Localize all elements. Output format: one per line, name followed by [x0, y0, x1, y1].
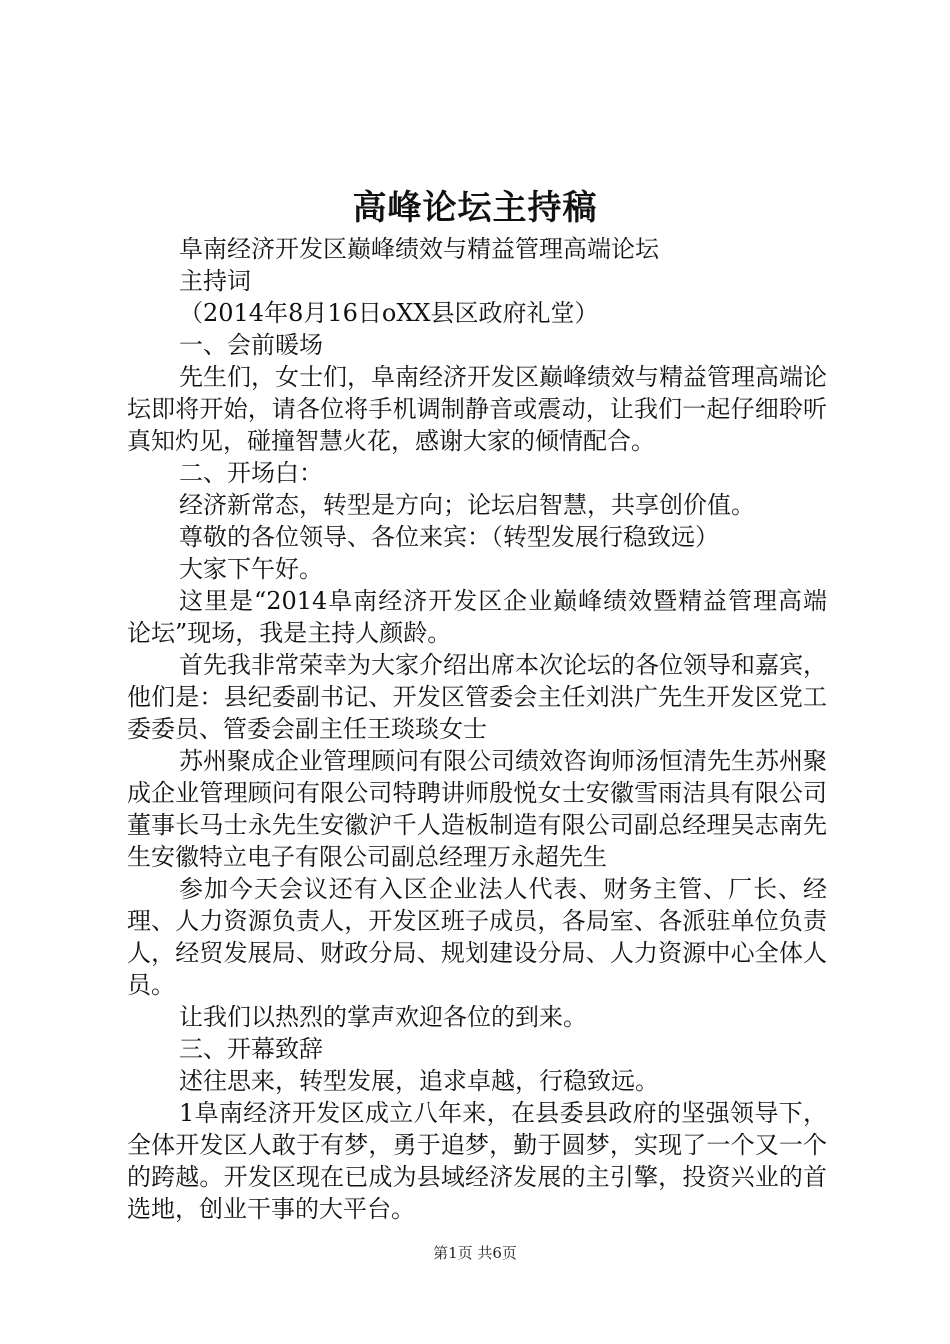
paragraph: 这里是“2014阜南经济开发区企业巅峰绩效暨精益管理高端论坛”现场，我是主持人颜龄。 [127, 587, 827, 647]
paragraph: 先生们，女士们，阜南经济开发区巅峰绩效与精益管理高端论坛即将开始，请各位将手机调制静音或震动，让我们一起仔细聆听真知灼见，碰撞智慧火花，感谢大家的倾情配合。 [127, 363, 827, 455]
paragraph: 参加今天会议还有入区企业法人代表、财务主管、厂长、经理、人力资源负责人，开发区班子成员，各局室、各派驻单位负责人，经贸发展局、财政分局、规划建设分局、人力资源中心全体人员。 [127, 875, 827, 999]
paragraph: 述往思来，转型发展，追求卓越，行稳致远。 [179, 1067, 659, 1095]
paragraph: 苏州聚成企业管理顾问有限公司绩效咨询师汤恒清先生苏州聚成企业管理顾问有限公司特聘讲师殷悦女士安徽雪雨洁具有限公司董事长马士永先生安徽沪千人造板制造有限公司副总经理吴志南先生安徽特立电子有限公司副总经理万永超先生 [127, 747, 827, 871]
page-number-footer: 第1页 共6页 [433, 1244, 517, 1262]
paragraph-host-words: 主持词 [179, 267, 251, 295]
paragraph: 让我们以热烈的掌声欢迎各位的到来。 [179, 1003, 587, 1031]
paragraph: 首先我非常荣幸为大家介绍出席本次论坛的各位领导和嘉宾，他们是：县纪委副书记、开发区管委会主任刘洪广先生开发区党工委委员、管委会副主任王琰琰女士 [127, 651, 827, 743]
section-heading-opening: 二、开场白： [179, 459, 323, 487]
section-heading-speech: 三、开幕致辞 [179, 1035, 323, 1063]
paragraph: 尊敬的各位领导、各位来宾：（转型发展行稳致远） [179, 523, 719, 551]
document-body [127, 233, 827, 1225]
paragraph: 大家下午好。 [179, 555, 323, 583]
paragraph-date-venue: （2014年8月16日oXX县区政府礼堂） [179, 299, 599, 327]
section-heading-warmup: 一、会前暖场 [179, 331, 323, 359]
document-title: 高峰论坛主持稿 [352, 188, 598, 228]
paragraph: 1阜南经济开发区成立八年来，在县委县政府的坚强领导下，全体开发区人敢于有梦，勇于追梦，勤于圆梦，实现了一个又一个的跨越。开发区现在已成为县域经济发展的主引擎，投资兴业的首选地，创业干事的大平台。 [127, 1099, 827, 1223]
paragraph: 经济新常态，转型是方向；论坛启智慧，共享创价值。 [179, 491, 755, 519]
paragraph-forum-name: 阜南经济开发区巅峰绩效与精益管理高端论坛 [179, 235, 659, 263]
